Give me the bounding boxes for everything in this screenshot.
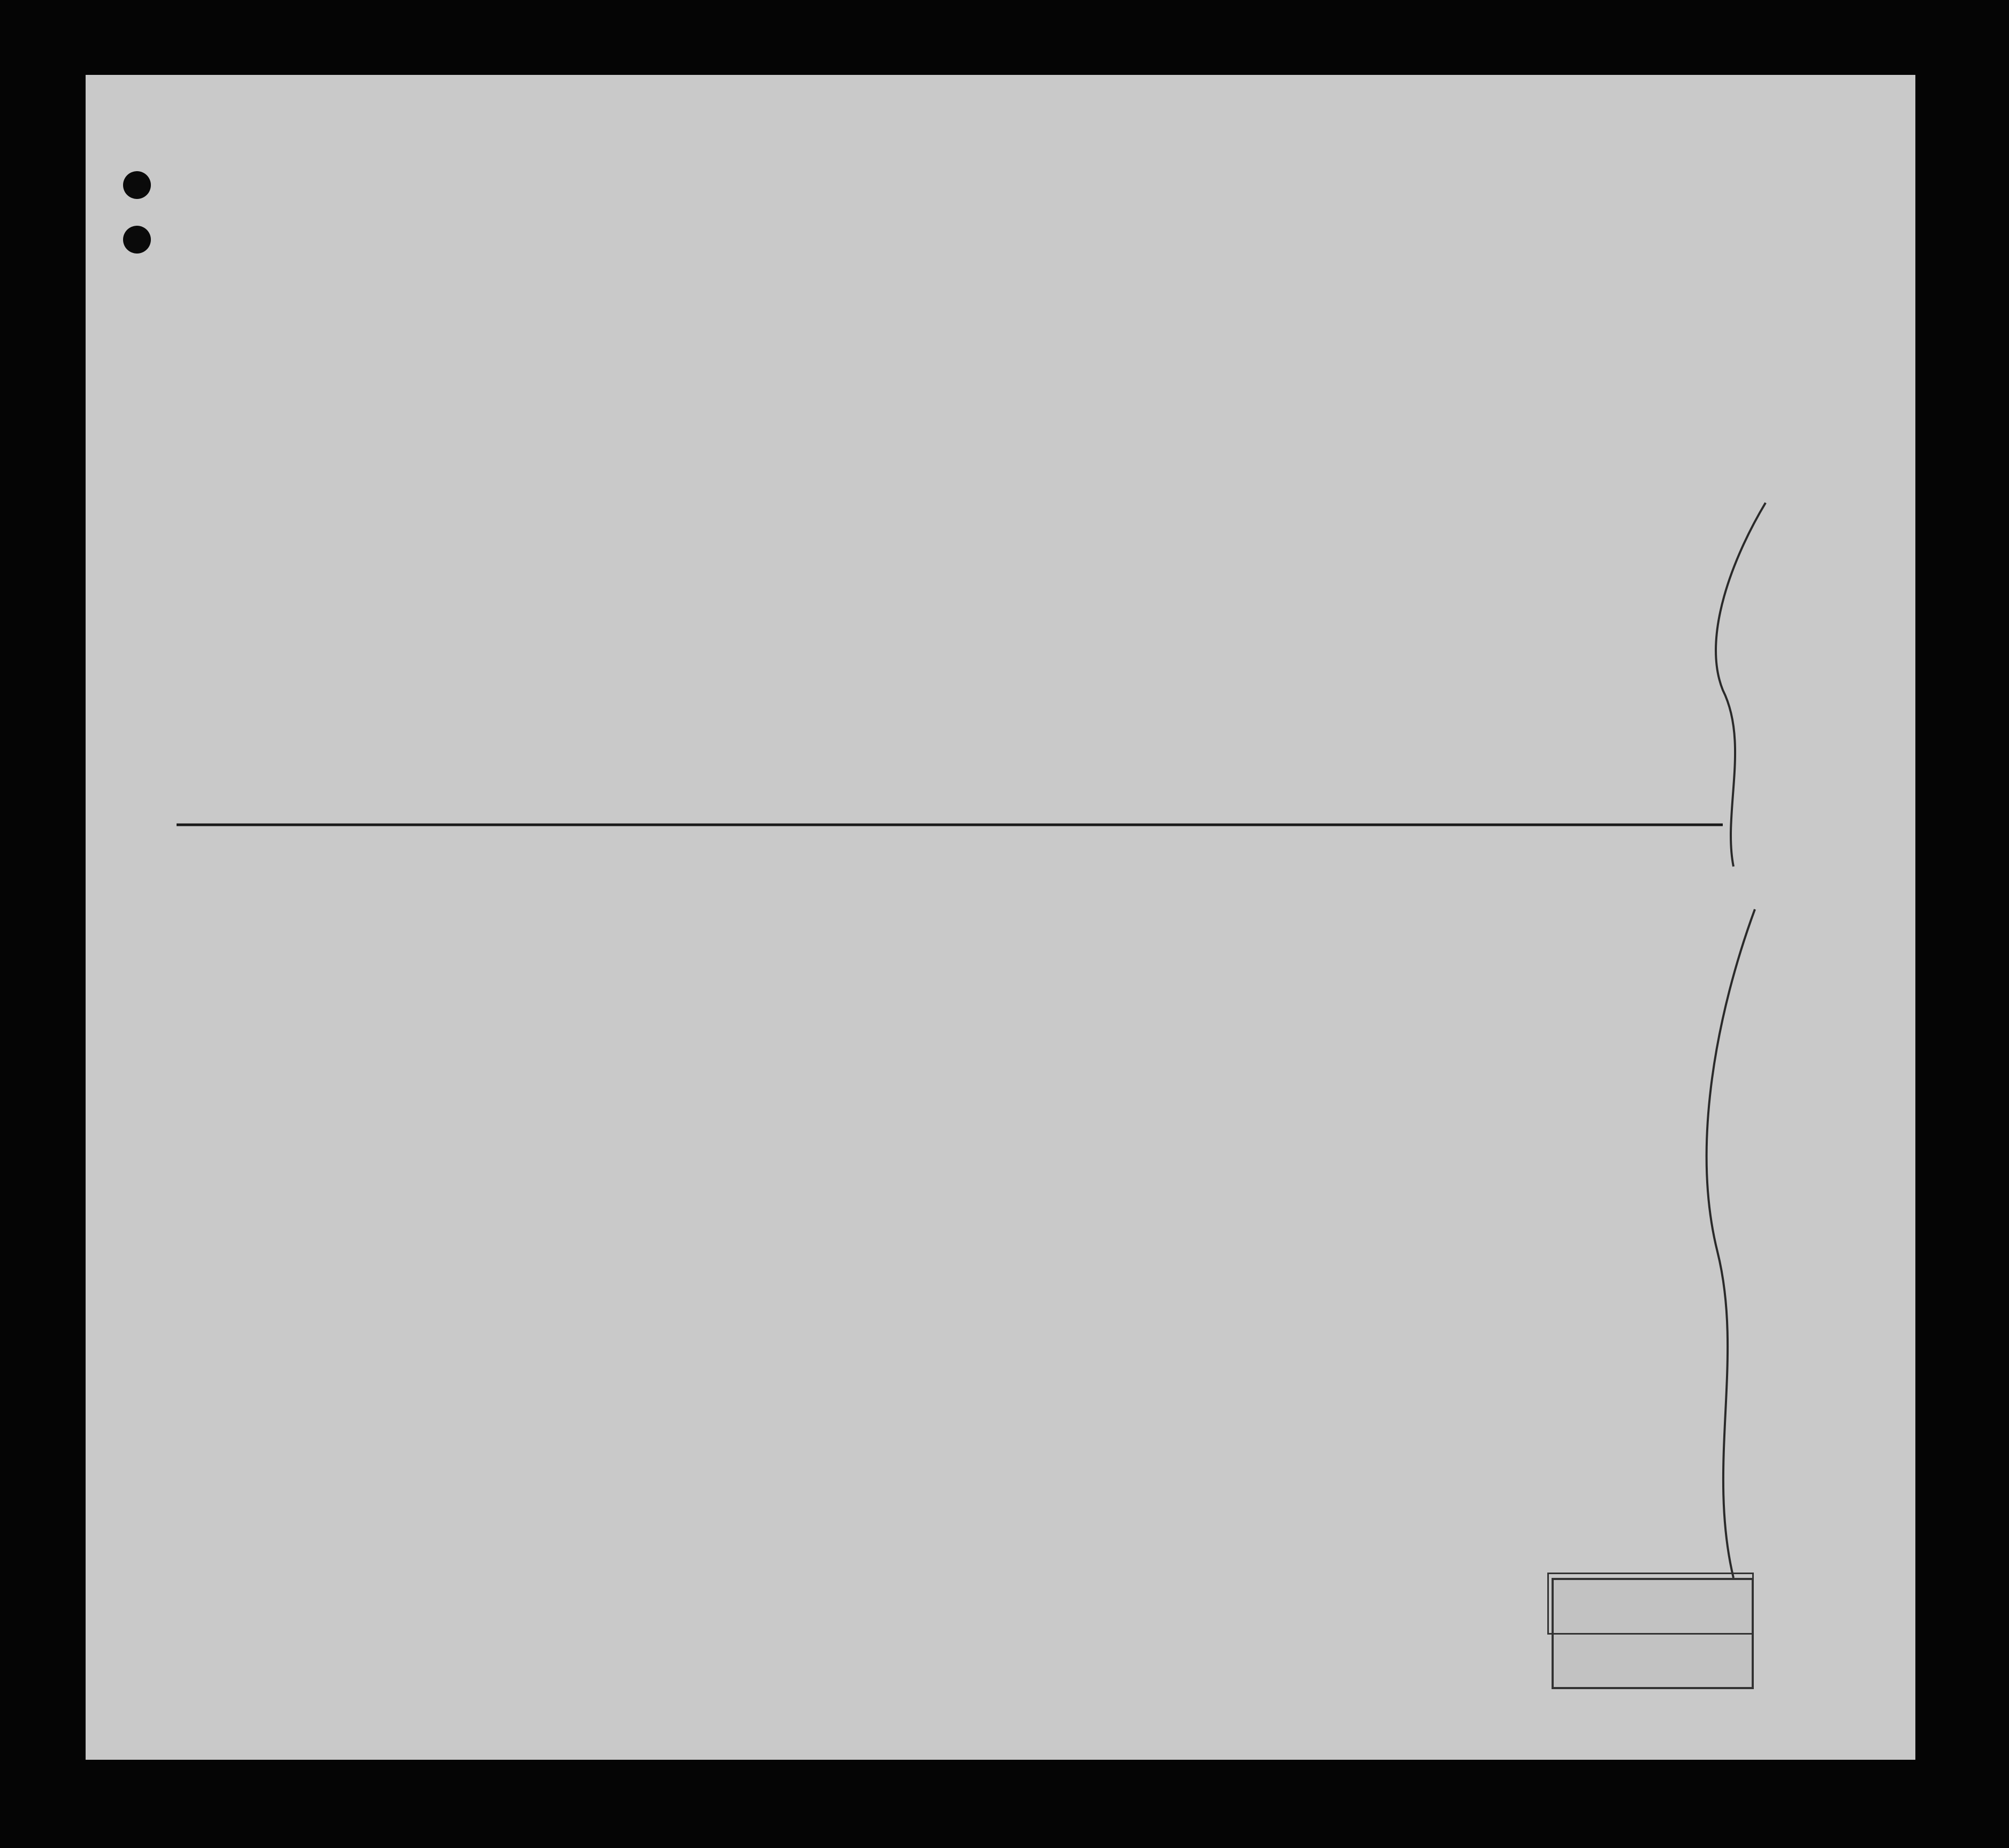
handwritten-marks [86,75,1915,1760]
manifest-sheet [86,75,1915,1760]
mercantile-marine-stamp [1552,1578,1754,1689]
stamp-frame [1547,1573,1754,1635]
